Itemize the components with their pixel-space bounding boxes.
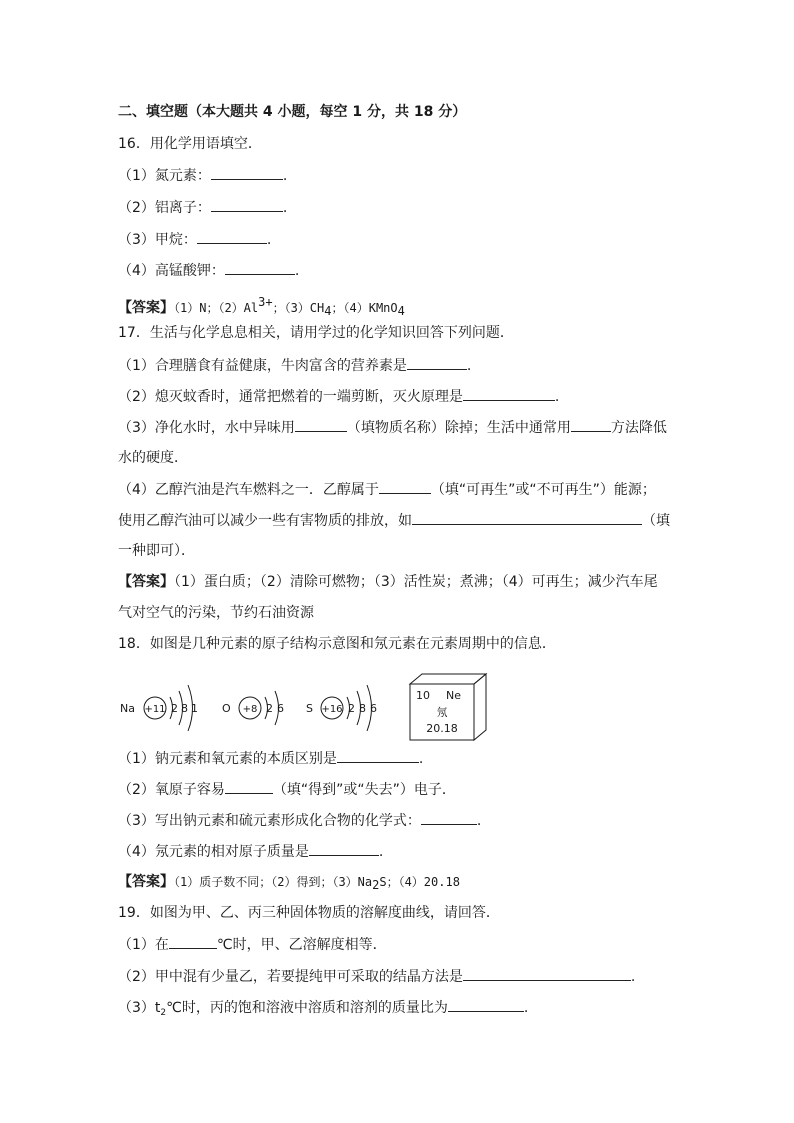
- na-nucleus-charge: +11: [144, 704, 166, 715]
- q16-item-2: （2）铝离子： .: [118, 197, 287, 218]
- na-shell-electrons: 2: [171, 702, 178, 715]
- neon-name: 氖: [436, 706, 448, 719]
- section-title: 二、填空题（本大题共 4 小题，每空 1 分，共 18 分）: [118, 104, 467, 120]
- q19-stem: 19．如图为甲、乙、丙三种固体物质的溶解度曲线，请回答．: [118, 905, 500, 921]
- o-shell-electrons: 6: [277, 702, 284, 715]
- o-nucleus-charge: +8: [242, 704, 258, 715]
- q17-item-4: （4）乙醇汽油是汽车燃料之一．乙醇属于 （填“可再生”或“不可再生”）能源；: [118, 479, 656, 500]
- answer-blank[interactable]: [211, 165, 283, 180]
- answer-blank[interactable]: [463, 386, 555, 401]
- q17-item-2: （2）熄灭蚊香时，通常把燃着的一端剪断，灭火原理是 .: [118, 386, 559, 407]
- q17-item-3-cont: 水的硬度．: [118, 450, 188, 466]
- q18-item-3: （3）写出钠元素和硫元素形成化合物的化学式： .: [118, 810, 481, 831]
- s-shell-electrons: 2: [348, 702, 355, 715]
- s-shell-electrons: 6: [370, 702, 377, 715]
- answer-blank[interactable]: [225, 779, 273, 794]
- q18-stem: 18．如图是几种元素的原子结构示意图和氖元素在元素周期中的信息．: [118, 636, 556, 652]
- q17-stem: 17．生活与化学息息相关，请用学过的化学知识回答下列问题．: [118, 325, 514, 341]
- answer-blank[interactable]: [379, 479, 431, 494]
- s-nucleus-charge: +16: [321, 704, 343, 715]
- answer-blank[interactable]: [421, 810, 477, 825]
- atom-structure-diagrams: [118, 672, 498, 748]
- neon-atomic-mass: 20.18: [426, 722, 458, 735]
- q19-item-1: （1）在 ℃时，甲、乙溶解度相等．: [118, 934, 387, 955]
- q17-item-4-end: 一种即可）．: [118, 543, 195, 559]
- q17-item-4-cont: 使用乙醇汽油可以减少一些有害物质的排放，如 （填: [118, 510, 670, 531]
- q18-item-2: （2）氧原子容易 （填“得到”或“失去”）电子．: [118, 779, 456, 800]
- q17-item-3: （3）净化水时，水中异味用 （填物质名称）除掉；生活中通常用 方法降低: [118, 417, 667, 438]
- answer-blank[interactable]: [448, 997, 524, 1012]
- s-shell-electrons: 8: [359, 702, 366, 715]
- q19-item-2: （2）甲中混有少量乙，若要提纯甲可采取的结晶方法是 .: [118, 966, 635, 987]
- answer-blank[interactable]: [571, 417, 611, 432]
- q18-item-4: （4）氖元素的相对原子质量是 .: [118, 841, 383, 862]
- neon-atomic-number: 10: [416, 689, 430, 702]
- q16-item-3: （3）甲烷： .: [118, 229, 271, 250]
- answer-blank[interactable]: [309, 841, 379, 856]
- answer-blank[interactable]: [412, 510, 642, 525]
- answer-blank[interactable]: [211, 197, 283, 212]
- answer-blank[interactable]: [169, 934, 217, 949]
- answer-blank[interactable]: [337, 748, 419, 763]
- q17-item-1: （1）合理膳食有益健康，牛肉富含的营养素是 .: [118, 355, 471, 376]
- answer-blank[interactable]: [463, 966, 631, 981]
- answer-blank[interactable]: [295, 417, 347, 432]
- neon-element-card: [410, 674, 486, 740]
- answer-blank[interactable]: [197, 229, 267, 244]
- na-symbol: Na: [120, 702, 135, 715]
- q17-answer: 【答案】（1）蛋白质；（2）清除可燃物；（3）活性炭；煮沸；（4）可再生；减少汽车尾: [118, 574, 658, 590]
- q16-item-1: （1）氮元素： .: [118, 165, 287, 186]
- na-shell-electrons: 1: [191, 702, 198, 715]
- na-shell-electrons: 8: [181, 702, 188, 715]
- o-symbol: O: [222, 702, 231, 715]
- q16-answer: 【答案】（1）N；（2）Al3+；（3）CH4；（4）KMnO4: [118, 295, 405, 318]
- answer-blank[interactable]: [407, 355, 467, 370]
- o-shell-electrons: 2: [266, 702, 273, 715]
- s-symbol: S: [306, 702, 313, 715]
- neon-symbol: Ne: [446, 689, 461, 702]
- q18-answer: 【答案】（1）质子数不同；（2）得到；（3）Na2S；（4）20.18: [118, 874, 460, 892]
- answer-blank[interactable]: [225, 260, 295, 275]
- q17-answer-cont: 气对空气的污染，节约石油资源: [118, 605, 314, 621]
- q19-item-3: $(3)t_2℃$时，丙的饱和溶液中溶质和溶剂的质量比为 .: [118, 997, 528, 1023]
- q16-item-4: （4）高锰酸钾： .: [118, 260, 299, 281]
- q16-stem: 16．用化学用语填空．: [118, 136, 262, 152]
- q18-item-1: （1）钠元素和氧元素的本质区别是 .: [118, 748, 423, 769]
